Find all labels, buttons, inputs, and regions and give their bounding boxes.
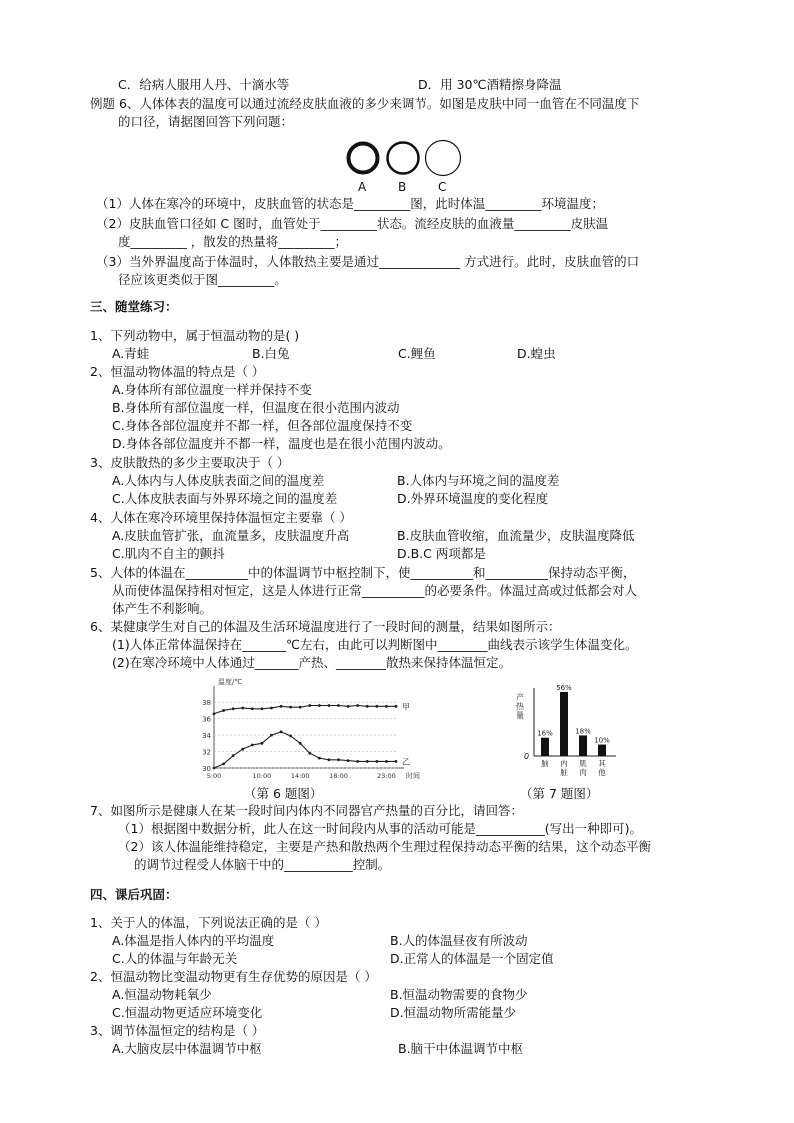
text-line-q7c: 的调节过程受人体脑干中的___________控制。 <box>134 857 391 872</box>
text-line-q2: 2、恒温动物体温的特点是（ ） <box>90 364 265 379</box>
data-point <box>318 704 321 707</box>
text-line-r1: 1、关于人的体温，下列说法正确的是（ ） <box>90 915 327 930</box>
vessel-label-c: C <box>438 180 447 194</box>
data-point <box>375 705 378 708</box>
text-line-r3a: A.大脑皮层中体温调节中枢 <box>112 1041 262 1056</box>
y-tick-label: 34 <box>202 732 211 741</box>
vessel-b-icon <box>388 143 419 174</box>
text-line-r1c: C.人的体温与年龄无关 <box>112 951 238 966</box>
data-point <box>337 704 340 707</box>
series-label-1: 乙 <box>402 757 410 767</box>
text-line-r3b: B.脑干中体温调节中枢 <box>398 1041 524 1056</box>
text-line-r1b: B.人的体温昼夜有所波动 <box>390 933 528 948</box>
y-tick-label: 30 <box>202 765 211 773</box>
text-line-cap7: （第 7 题图） <box>520 786 599 801</box>
bar-value-label: 18% <box>575 727 591 736</box>
text-line-q1c: C.鲤鱼 <box>398 346 436 361</box>
bar-3 <box>598 745 606 756</box>
text-line-r3: 3、调节体温恒定的结构是（ ） <box>90 1023 265 1038</box>
text-line-h3: 三、随堂练习： <box>90 299 178 314</box>
text-line-l6: 度_________ ，散发的热量将_________； <box>118 234 347 249</box>
data-point <box>241 707 244 710</box>
x-axis-label: 时间 <box>406 772 420 780</box>
text-line-q7: 7、如图所示是健康人在某一段时间内体内不同器官产热量的百分比，请回答： <box>90 803 523 818</box>
text-line-q6a: (1)人体正常体温保持在_______℃左右，由此可以判断图中________曲线表示该学生体温变化。 <box>112 637 638 652</box>
data-point <box>299 706 302 709</box>
series-line-1 <box>214 732 396 768</box>
data-point <box>241 748 244 751</box>
text-line-q6b: (2)在寒冷环境中人体通过_______产热、________散热来保持体温恒定。 <box>112 655 511 670</box>
data-point <box>213 712 216 715</box>
bar-0 <box>541 738 549 756</box>
text-line-q2a: A.身体所有部位温度一样并保持不变 <box>112 382 312 397</box>
text-line-q2c: C.身体各部位温度并不都一样，但各部位温度保持不变 <box>112 418 413 433</box>
text-line-q3: 3、皮肤散热的多少主要取决于（ ） <box>90 455 290 470</box>
text-line-q7a: （1）根据图中数据分析，此人在这一时间段内从事的活动可能是___________(写出一种即可)。 <box>118 821 642 836</box>
text-line-cap6: （第 6 题图） <box>244 786 323 801</box>
text-line-q1a: A.青蛙 <box>112 346 150 361</box>
data-point <box>328 758 331 761</box>
data-point <box>222 709 225 712</box>
text-line-q6: 6、某健康学生对自己的体温及生活环境温度进行了一段时间的测量，结果如图所示： <box>90 619 561 634</box>
text-line-q5c: 体产生不利影响。 <box>112 601 213 616</box>
y-tick-label: 36 <box>202 715 211 724</box>
text-line-q2d: D.身体各部位温度并不都一样，温度也是在很小范围内波动。 <box>112 436 451 451</box>
data-point <box>222 762 225 765</box>
text-line-r2b: B.恒温动物需要的食物少 <box>390 987 528 1002</box>
vessel-diameter-figure <box>338 136 478 194</box>
text-line-q3b: B.人体内与环境之间的温度差 <box>397 473 560 488</box>
data-point <box>308 704 311 707</box>
text-line-l1: C．给病人服用人丹、十滴水等 <box>118 77 290 92</box>
data-point <box>289 706 292 709</box>
text-line-l3: 的口径，请据图回答下列问题： <box>118 114 294 129</box>
data-point <box>270 707 273 710</box>
text-line-q3a: A.人体内与人体皮肤表面之间的温度差 <box>112 473 325 488</box>
x-tick-label: 14:00 <box>290 772 310 780</box>
origin-label: 0 <box>524 752 530 761</box>
text-line-q3d: D.外界环境温度的变化程度 <box>397 491 549 506</box>
heat-production-bar-chart <box>512 680 624 784</box>
text-line-r1d: D.正常人的体温是一个固定值 <box>390 951 554 966</box>
data-point <box>356 704 359 707</box>
data-point <box>366 760 369 763</box>
bar-1 <box>560 692 568 756</box>
data-point <box>328 704 331 707</box>
y-axis-label: 温度/℃ <box>218 678 243 686</box>
text-line-q5b: 从而使体温保持相对恒定，这是人体进行正常__________的必要条件。体温过高或过低都会对人 <box>112 583 638 598</box>
data-point <box>280 705 283 708</box>
data-point <box>280 730 283 733</box>
vessel-label-b: B <box>398 180 407 194</box>
text-line-q4d: D.B.C 两项都是 <box>397 546 486 561</box>
bar-value-label: 10% <box>594 736 610 745</box>
text-line-r2: 2、恒温动物比变温动物更有生存优势的原因是（ ） <box>90 969 377 984</box>
text-line-q7b: （2）该人体温能维持稳定，主要是产热和散热两个生理过程保持动态平衡的结果，这个动态平衡 <box>118 839 651 854</box>
text-line-h4: 四、课后巩固： <box>90 887 178 902</box>
text-line-q1d: D.蝗虫 <box>517 346 556 361</box>
text-line-q4b: B.皮肤血管收缩，血流量少，皮肤温度降低 <box>397 528 635 543</box>
category-label: 脑 <box>541 759 549 768</box>
y-tick-label: 32 <box>202 748 211 757</box>
text-line-q3c: C.人体皮肤表面与外界环境之间的温度差 <box>112 491 338 506</box>
y-axis-label: 产热量 <box>516 693 524 720</box>
data-point <box>308 752 311 755</box>
data-point <box>385 760 388 763</box>
bar-2 <box>579 735 587 756</box>
category-label: 肌肉 <box>579 759 587 777</box>
text-line-l5: （2）皮肤血管口径如 C 图时，血管处于_________状态。流经皮肤的血液量_________皮肤温 <box>96 216 609 231</box>
data-point <box>337 758 340 761</box>
data-point <box>299 742 302 745</box>
text-line-l8: 径应该更类似于图_________。 <box>118 272 287 287</box>
series-label-0: 甲 <box>402 702 410 712</box>
x-tick-label: 5:00 <box>206 772 222 780</box>
data-point <box>375 760 378 763</box>
data-point <box>232 707 235 710</box>
text-line-l4: （1）人体在寒冷的环境中，皮肤血管的状态是_________图，此时体温_________环境温度； <box>96 196 604 211</box>
data-point <box>356 760 359 763</box>
data-point <box>366 705 369 708</box>
data-point <box>395 705 398 708</box>
data-point <box>251 744 254 747</box>
data-point <box>395 760 398 763</box>
text-line-l2: 例题 6、人体体表的温度可以通过流经皮肤血液的多少来调节。如图是皮肤中同一血管在不同温度下 <box>90 96 640 111</box>
data-point <box>232 754 235 757</box>
text-line-r2a: A.恒温动物耗氧少 <box>112 987 212 1002</box>
text-line-q4c: C.肌肉不自主的颤抖 <box>112 546 225 561</box>
vessel-a-icon <box>349 144 378 173</box>
category-label: 内脏 <box>560 759 568 777</box>
text-line-r2c: C.恒温动物更适应环境变化 <box>112 1005 263 1020</box>
category-label: 其他 <box>598 759 606 777</box>
text-line-q2b: B.身体所有部位温度一样，但温度在很小范围内波动 <box>112 400 400 415</box>
bar-value-label: 16% <box>537 729 553 738</box>
bar-value-label: 56% <box>556 684 572 692</box>
data-point <box>260 707 263 710</box>
series-line-0 <box>214 706 396 714</box>
text-line-r1a: A.体温是指人体内的平均温度 <box>112 933 275 948</box>
x-tick-label: 23:00 <box>377 772 396 780</box>
data-point <box>347 705 350 708</box>
data-point <box>251 707 254 710</box>
vessel-c-icon <box>426 141 461 176</box>
text-line-r2d: D.恒温动物所需能量少 <box>390 1005 517 1020</box>
data-point <box>289 735 292 738</box>
text-line-q1b: B.白兔 <box>252 346 290 361</box>
x-tick-label: 18:00 <box>329 772 348 780</box>
data-point <box>260 742 263 745</box>
temperature-line-chart <box>196 674 428 782</box>
text-line-l1b: D．用 30℃酒精擦身降温 <box>418 77 562 92</box>
y-tick-label: 38 <box>202 699 211 708</box>
text-line-q5: 5、人体的体温在__________中的体温调节中枢控制下，使__________和__________保持动态平衡， <box>90 565 636 580</box>
text-line-q4: 4、人体在寒冷环境里保持体温恒定主要靠（ ） <box>90 510 352 525</box>
data-point <box>318 757 321 760</box>
data-point <box>213 767 216 770</box>
text-line-q4a: A.皮肤血管扩张，血流量多，皮肤温度升高 <box>112 528 350 543</box>
data-point <box>385 705 388 708</box>
text-line-l7: （3）当外界温度高于体温时，人体散热主要是通过_____________ 方式进行。此时，皮肤血管的口 <box>96 254 640 269</box>
data-point <box>270 734 273 737</box>
vessel-label-a: A <box>358 180 367 194</box>
text-line-q1: 1、下列动物中，属于恒温动物的是( ) <box>90 328 300 343</box>
data-point <box>347 759 350 762</box>
x-tick-label: 10:00 <box>252 772 272 780</box>
